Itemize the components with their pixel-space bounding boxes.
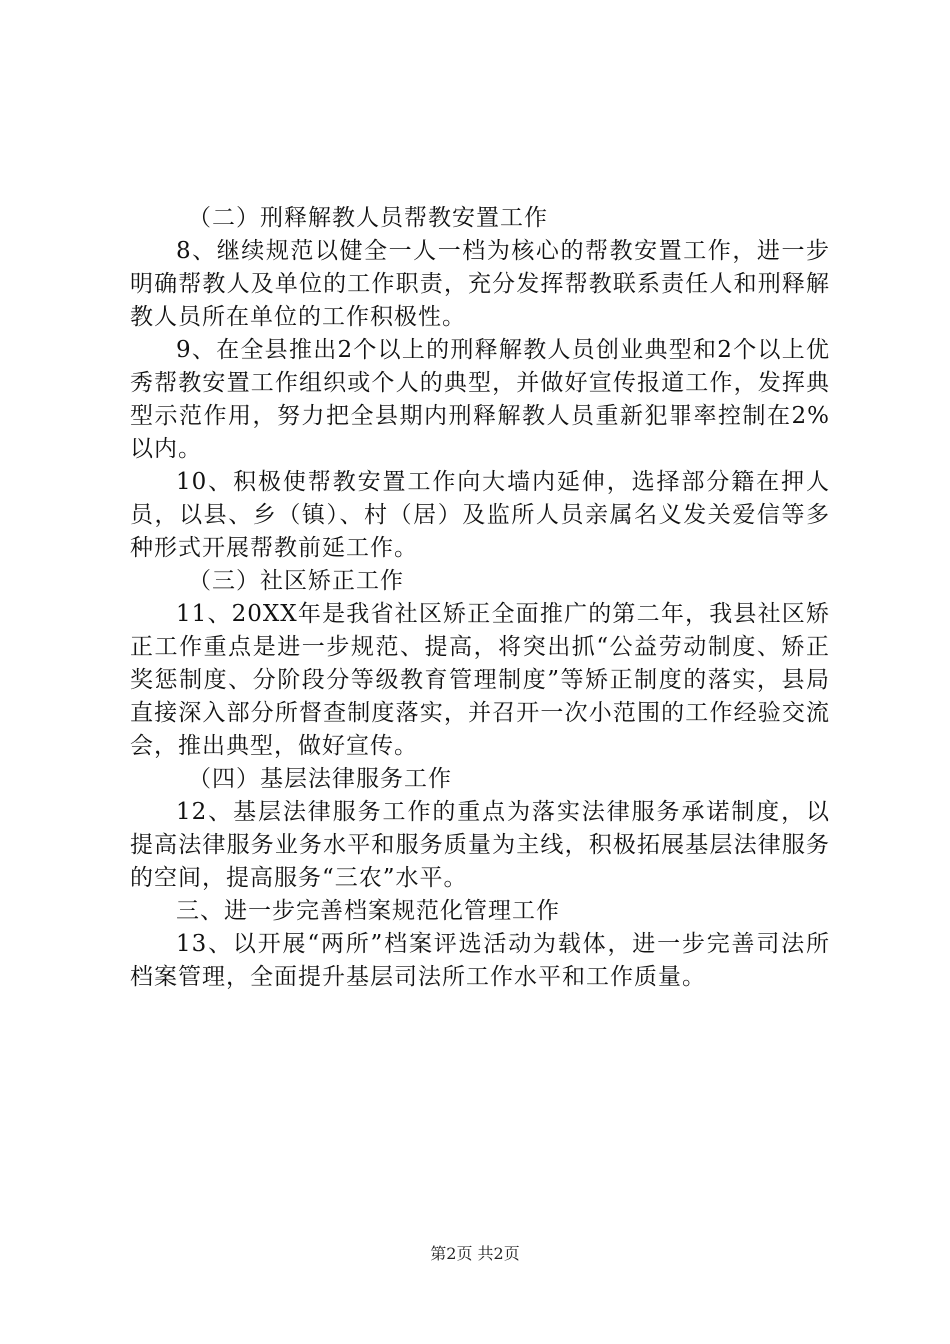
section-heading-community-correction: （三）社区矫正工作 xyxy=(188,568,404,594)
section-heading-rehabilitation: （二）刑释解教人员帮教安置工作 xyxy=(188,205,548,231)
paragraph-12: 12、基层法律服务工作的重点为落实法律服务承诺制度，以提高法律服务业务水平和服务质量为主线，积极拓展基层法律服务的空间，提高服务“三农”水平。 xyxy=(130,799,830,891)
page-number-footer: 第2页 共2页 xyxy=(430,1244,520,1263)
paragraph-8: 8、继续规范以健全一人一档为核心的帮教安置工作，进一步明确帮教人及单位的工作职责，充分发挥帮教联系责任人和刑释解教人员所在单位的工作积极性。 xyxy=(130,238,830,330)
section-heading-legal-services: （四）基层法律服务工作 xyxy=(188,766,452,792)
paragraph-9: 9、在全县推出2个以上的刑释解教人员创业典型和2个以上优秀帮教安置工作组织或个人的典型，并做好宣传报道工作，发挥典型示范作用，努力把全县期内刑释解教人员重新犯罪率控制在2%以内。 xyxy=(130,337,830,462)
paragraph-10: 10、积极使帮教安置工作向大墙内延伸，选择部分籍在押人员，以县、乡（镇）、村（居）及监所人员亲属名义发关爱信等多种形式开展帮教前延工作。 xyxy=(130,469,830,561)
paragraph-13: 13、以开展“两所”档案评选活动为载体，进一步完善司法所档案管理，全面提升基层司法所工作水平和工作质量。 xyxy=(130,931,830,990)
document-body xyxy=(130,202,830,994)
section-heading-archives: 三、进一步完善档案规范化管理工作 xyxy=(176,898,560,924)
paragraph-11: 11、20XX年是我省社区矫正全面推广的第二年，我县社区矫正工作重点是进一步规范、提高，将突出抓“公益劳动制度、矫正奖惩制度、分阶段分等级教育管理制度”等矫正制度的落实，县局直接深入部分所督查制度落实，并召开一次小范围的工作经验交流会，推出典型，做好宣传。 xyxy=(130,601,830,759)
